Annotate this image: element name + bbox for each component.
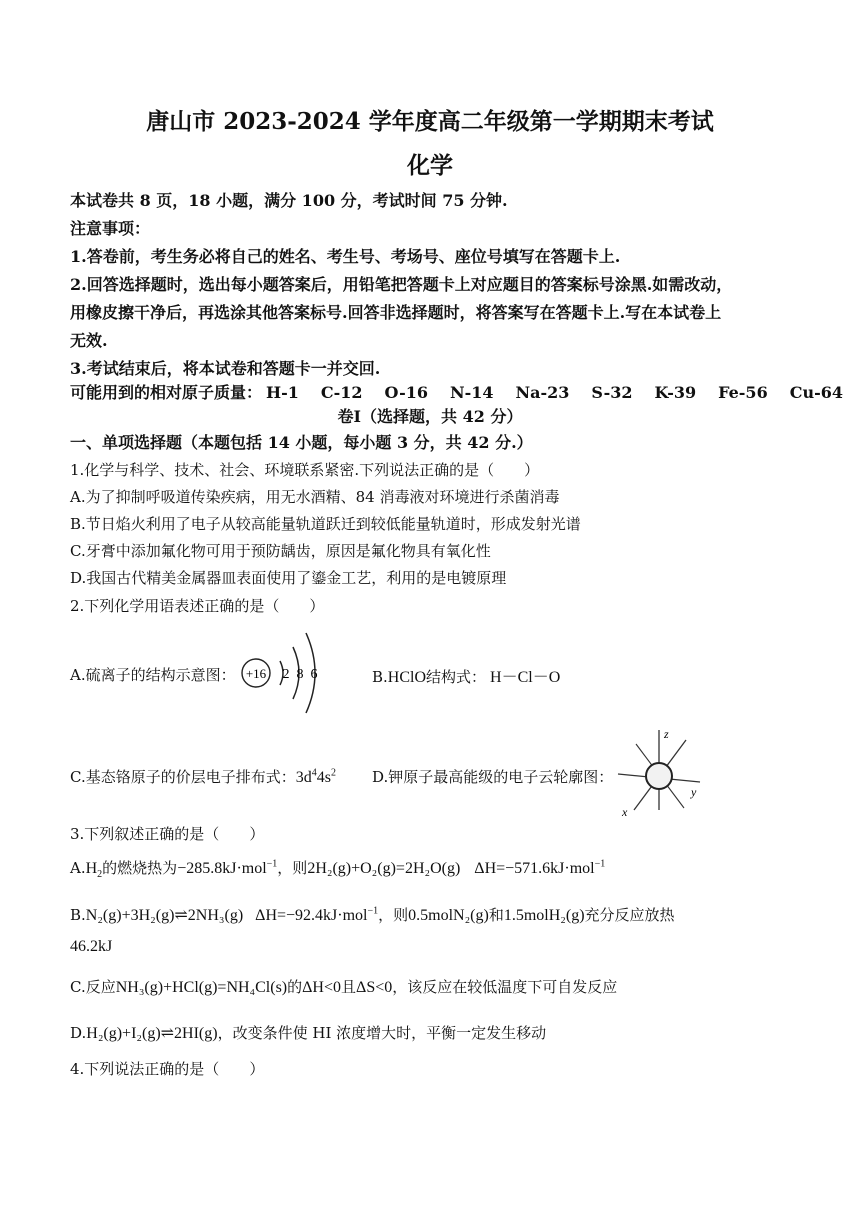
amount-h2: 1.5molH₂(g) xyxy=(503,907,585,924)
subject-title: 化学 xyxy=(407,152,453,179)
q2-option-b xyxy=(372,664,560,687)
value-text: ΔH=−571.6kJ·mol xyxy=(474,860,595,877)
value-text: −285.8kJ·mol xyxy=(177,860,267,877)
q3-option-a xyxy=(70,857,605,880)
masses-label: 可能用到的相对原子质量： xyxy=(70,383,263,402)
part-heading: 一、单项选择题（本题包括 14 小题，每小题 3 分，共 42 分.） xyxy=(70,433,533,452)
axis-label-x: x xyxy=(622,805,628,819)
nucleus-charge: +16 xyxy=(245,666,267,681)
option-label: C.反应 xyxy=(70,978,116,996)
mass-item: O-16 xyxy=(384,383,428,402)
q2-option-c xyxy=(70,766,336,787)
q1-option-c: C.牙膏中添加氟化物可用于预防龋齿，原因是氟化物具有氧化性 xyxy=(70,542,491,560)
s-orbital-diagram xyxy=(614,724,704,820)
mass-item: C-12 xyxy=(320,383,363,402)
mass-item: N-14 xyxy=(449,383,494,402)
notes-label: 注意事项： xyxy=(70,219,151,238)
option-label: B. xyxy=(70,906,86,924)
enthalpy-change: ΔH=−92.4kJ·mol$^{-1}$ xyxy=(255,905,379,924)
amount-n2: 0.5molN₂(g) xyxy=(408,907,489,924)
option-text: C.基态铬原子的价层电子排布式： xyxy=(70,768,296,786)
enthalpy-condition: ΔH<0 xyxy=(302,979,342,996)
shell-electrons: 8 xyxy=(296,667,304,682)
mass-item: H-1 xyxy=(266,383,299,402)
q2-option-a: A.硫离子的结构示意图： xyxy=(70,666,236,684)
q4-stem: 4.下列说法正确的是（ ） xyxy=(70,1060,265,1078)
q3-option-b-line-2: 46.2kJ xyxy=(70,938,113,955)
note-2-line-3: 无效. xyxy=(70,331,108,350)
enthalpy-change: ΔH=−571.6kJ·mol$^{-1}$ xyxy=(474,858,606,877)
entropy-condition: ΔS<0 xyxy=(356,979,393,996)
exam-info: 本试卷共 8 页，18 小题，满分 100 分，考试时间 75 分钟. xyxy=(70,191,508,210)
shell-electrons: 6 xyxy=(310,667,318,682)
combustion-heat: −285.8kJ·mol$^{-1}$ xyxy=(177,858,278,877)
equilibrium-equation: H₂(g)+I₂(g)⇌2HI(g) xyxy=(86,1025,218,1042)
q1-option-d: D.我国古代精美金属器皿表面使用了鎏金工艺，利用的是电镀原理 xyxy=(70,569,507,587)
q1-option-b: B.节日焰火利用了电子从较高能量轨道跃迁到较低能量轨道时，形成发射光谱 xyxy=(70,515,581,533)
axis-label-y: y xyxy=(691,785,697,799)
q1-stem: 1.化学与科学、技术、社会、环境联系紧密.下列说法正确的是（ ） xyxy=(70,461,540,479)
q1-option-a: A.为了抑制呼吸道传染疾病，用无水酒精、84 消毒液对环境进行杀菌消毒 xyxy=(70,488,560,506)
config-part: 3d xyxy=(295,769,312,786)
formula-text: H xyxy=(85,860,98,877)
structural-formula: H－Cl－O xyxy=(490,669,561,686)
value-text: ΔH=−92.4kJ·mol xyxy=(255,907,368,924)
option-text: ，改变条件使 HI 浓度增大时，平衡一定发生移动 xyxy=(217,1024,547,1042)
note-2-line-2: 用橡皮擦干净后，再选涂其他答案标号.回答非选择题时，将答案写在答题卡上.写在本试卷上 xyxy=(70,303,722,322)
q2-stem: 2.下列化学用语表述正确的是（ ） xyxy=(70,597,325,615)
config-part: 4s xyxy=(316,769,331,786)
option-text: 和 xyxy=(488,906,504,924)
sulfide-ion-diagram xyxy=(236,627,336,719)
thermo-equation: 2H₂(g)+O₂(g)=2H₂O(g) xyxy=(307,860,461,877)
option-text: ，该反应在较低温度下可自发反应 xyxy=(392,978,618,996)
mass-item: Cu-64 xyxy=(789,383,843,402)
shell-electrons: 2 xyxy=(282,667,290,682)
hclo-formula: HClO xyxy=(387,669,427,686)
mass-item: Na-23 xyxy=(515,383,570,402)
h2-formula: $H_2$ xyxy=(85,860,103,881)
reaction-equation: NH₃(g)+HCl(g)=NH₄Cl(s) xyxy=(115,979,288,996)
option-text: 的燃烧热为 xyxy=(102,859,178,877)
option-text: 且 xyxy=(341,978,357,996)
option-label: A. xyxy=(70,859,86,877)
q2-option-d: D.钾原子最高能级的电子云轮廓图： xyxy=(372,768,614,786)
electron-config xyxy=(296,769,336,786)
q3-stem: 3.下列叙述正确的是（ ） xyxy=(70,825,265,843)
option-text: 结构式： xyxy=(426,668,487,686)
option-label: D. xyxy=(70,1024,87,1042)
exam-title: 唐山市 2023-2024 学年度高二年级第一学期期末考试 xyxy=(146,108,714,135)
option-text: ，则 xyxy=(277,859,308,877)
mass-item: Fe-56 xyxy=(718,383,768,402)
mass-item: K-39 xyxy=(654,383,697,402)
option-text: ，则 xyxy=(378,906,409,924)
config-sup: 4 xyxy=(311,767,317,779)
note-2-line-1: 2.回答选择题时，选出每小题答案后，用铅笔把答题卡上对应题目的答案标号涂黑.如需改动， xyxy=(70,275,733,294)
axis-label-z: z xyxy=(664,727,669,741)
q3-option-b xyxy=(70,904,675,925)
note-3: 3.考试结束后，将本试卷和答题卡一并交回. xyxy=(70,359,381,378)
option-text: 的 xyxy=(287,978,303,996)
config-sup: 2 xyxy=(330,767,336,779)
mass-item: S-32 xyxy=(591,383,633,402)
atomic-masses xyxy=(70,380,860,403)
q3-option-c xyxy=(70,976,617,997)
volume-heading: 卷Ⅰ（选择题，共 42 分） xyxy=(337,407,523,426)
option-label: B. xyxy=(372,668,388,686)
equilibrium-equation: N₂(g)+3H₂(g)⇌2NH₃(g) xyxy=(85,907,244,924)
q3-option-d xyxy=(70,1022,546,1043)
option-text: 充分反应放热 xyxy=(584,906,675,924)
note-1: 1.答卷前，考生务必将自己的姓名、考生号、考场号、座位号填写在答题卡上. xyxy=(70,247,621,266)
